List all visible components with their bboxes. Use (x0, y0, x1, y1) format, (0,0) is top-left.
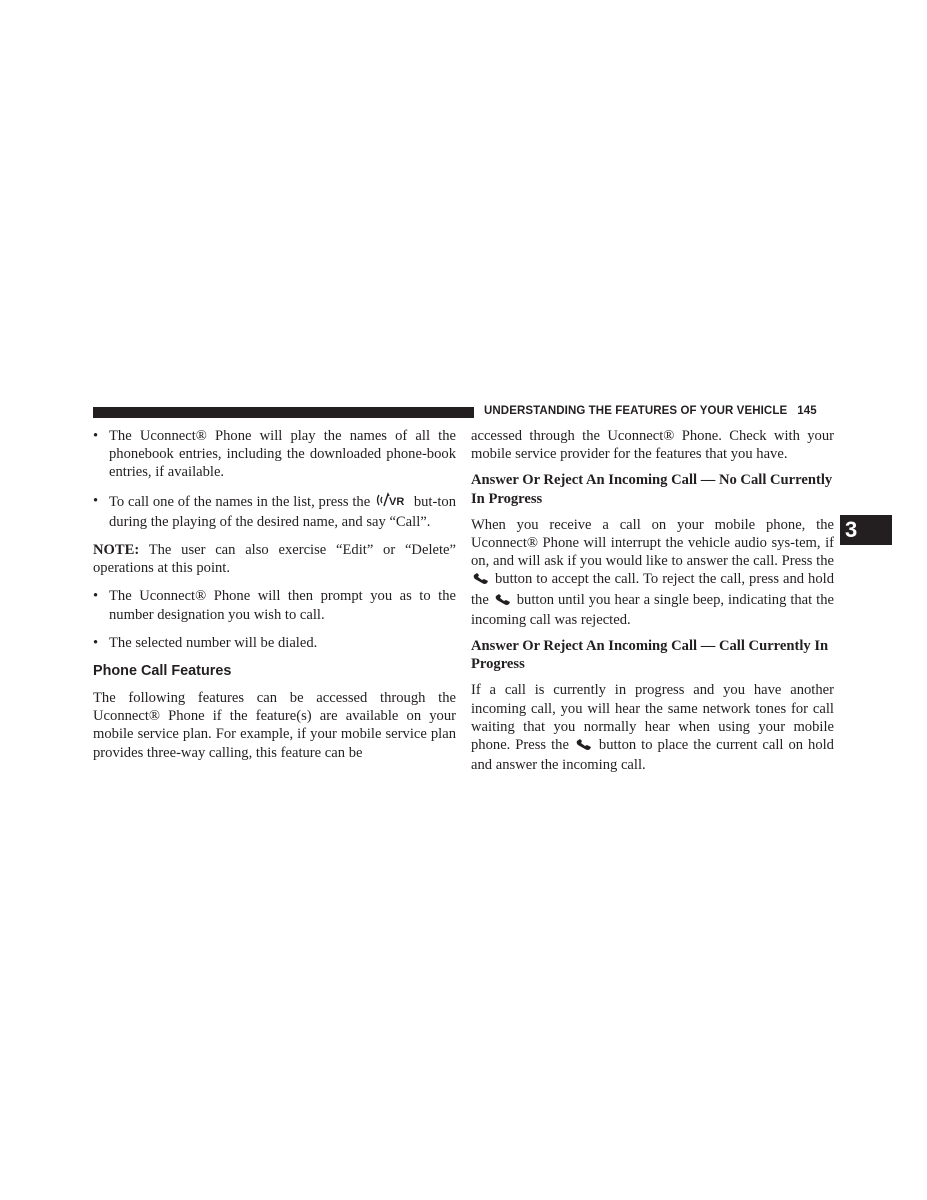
subsection-heading: Answer Or Reject An Incoming Call — No Call Currently In Progress (471, 472, 833, 507)
chapter-tab: 3 (840, 515, 892, 545)
para1-text-b: button to accept the call. To reject the call, press and hold the (471, 571, 834, 608)
phone-handset-icon (575, 738, 593, 756)
continuation-paragraph: accessed through the Uconnect® Phone. Check with your mobile service provider for the features that you have. (471, 428, 834, 463)
svg-text:VR: VR (389, 495, 405, 508)
running-header (484, 405, 817, 417)
note-label: NOTE: (93, 542, 140, 559)
right-column (471, 427, 834, 774)
bullet2-text-a: To call one of the names in the list, press the (109, 493, 371, 510)
body-paragraph: The following features can be accessed through the Uconnect® Phone if the feature(s) are available on your mobile service plan. For example, if your mobile service plan provides three-way calling, this feature can be (93, 690, 456, 761)
list-item: • The selected number will be dialed. (93, 634, 456, 652)
body-paragraph (471, 516, 834, 629)
left-column (93, 427, 456, 762)
para1-text-a: When you receive a call on your mobile phone, the Uconnect® Phone will interrupt the vehicle audio sys-tem, if on, and will ask if you would like to answer the call. Press the (471, 516, 834, 570)
phone-handset-icon (494, 593, 512, 611)
note-paragraph (93, 541, 456, 577)
list-item: • The Uconnect® Phone will then prompt you as to the number designation you wish to call. (93, 587, 456, 623)
para2-text-b: button to place the current call on hold and answer the incoming call. (471, 737, 834, 774)
para1-text-c: button until you hear a single beep, indicating that the incoming call was rejected. (471, 591, 834, 628)
subsection-heading: Answer Or Reject An Incoming Call — Call Currently In Progress (471, 638, 829, 673)
list-item: • The Uconnect® Phone will play the names of all the phonebook entries, including the downloaded phone-book entries, if available. (93, 427, 456, 482)
phone-handset-icon (472, 572, 490, 590)
bullet2-text-b: but-ton during the playing of the desired name, and say “Call”. (109, 493, 456, 530)
voice-recognition-icon (375, 492, 409, 513)
section-heading: Phone Call Features (93, 663, 232, 680)
para2-text-a: If a call is currently in progress and you have another incoming call, you will hear the same network tones for call waiting that you normally hear when using your mobile phone. Press the (471, 682, 834, 754)
note-text: The user can also exercise “Edit” or “Delete” operations at this point. (93, 542, 456, 577)
body-paragraph (471, 681, 834, 774)
section-title: UNDERSTANDING THE FEATURES OF YOUR VEHICLE (484, 405, 788, 417)
header-rule (93, 407, 474, 418)
list-item (93, 492, 456, 531)
page-number: 145 (797, 405, 817, 417)
